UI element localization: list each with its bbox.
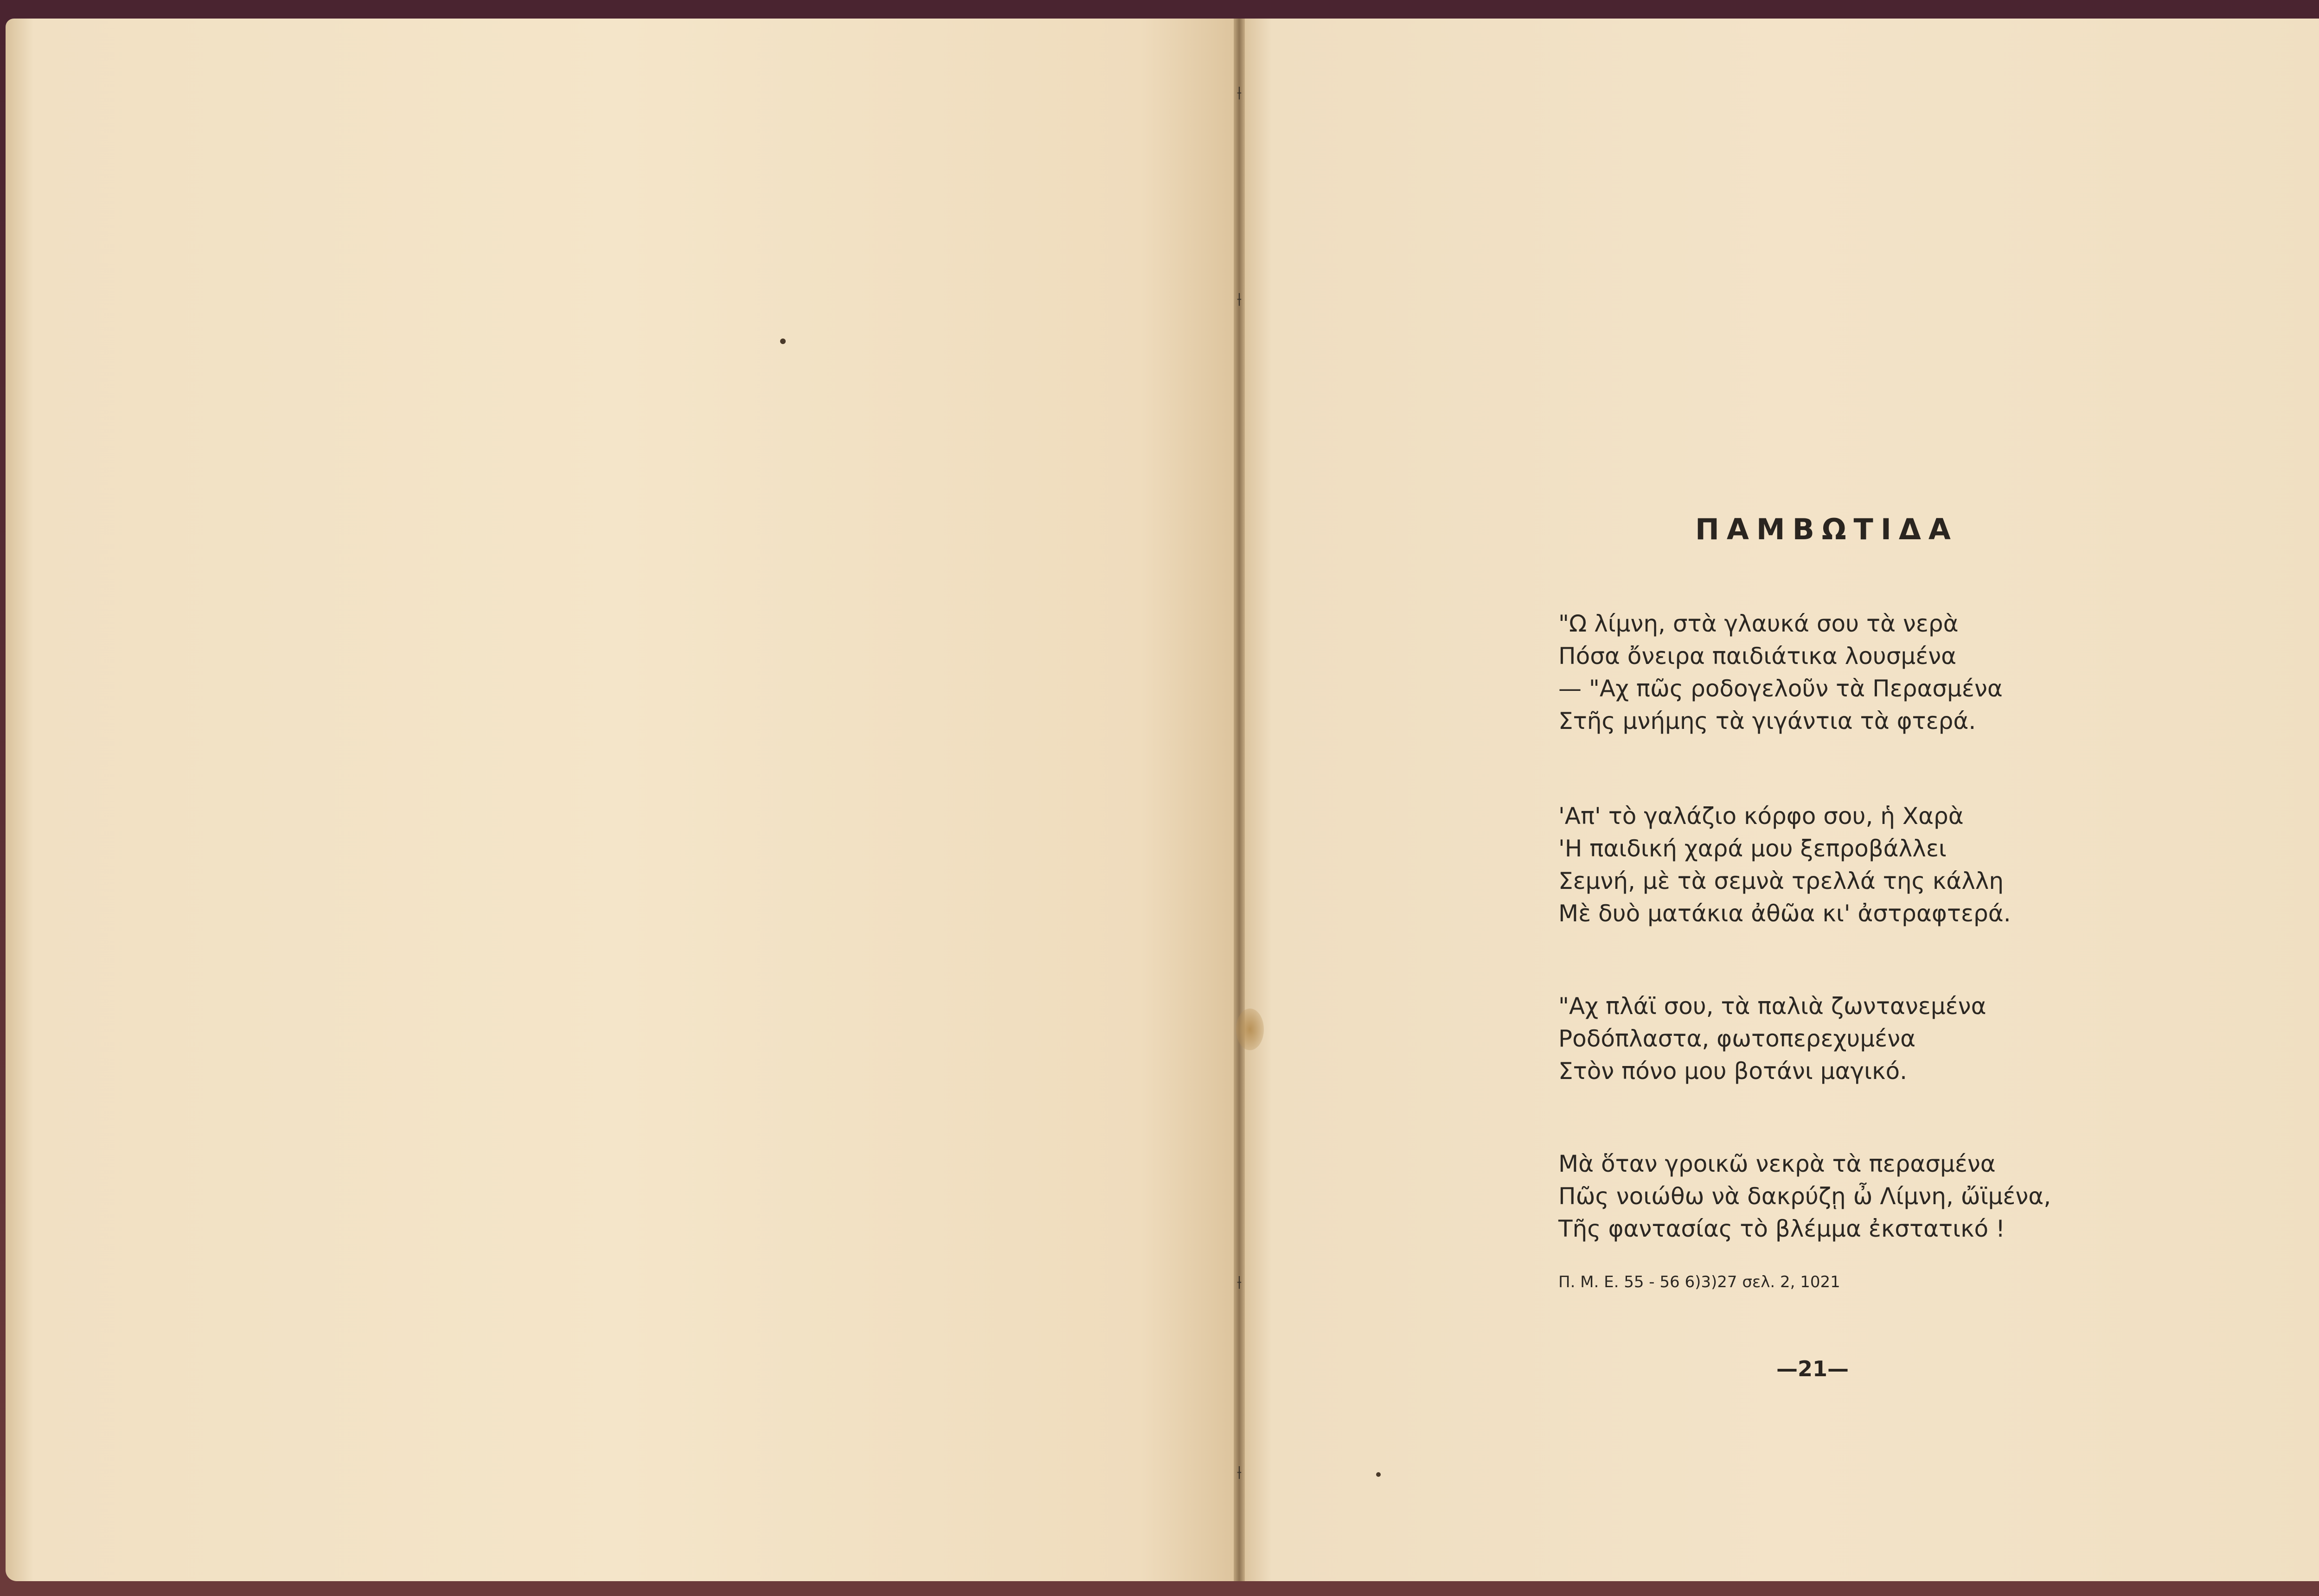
poem-line: Μὰ ὅταν γροικῶ νεκρὰ τὰ περασμένα bbox=[1558, 1150, 1996, 1177]
book-gutter bbox=[1234, 19, 1245, 1581]
stanza bbox=[1558, 800, 2011, 930]
stanza bbox=[1558, 607, 2003, 737]
paper-speck bbox=[1376, 1472, 1381, 1477]
stanza bbox=[1558, 1148, 2051, 1245]
binding-stitch: ⟊ bbox=[1236, 289, 1242, 310]
poem-line: Πῶς νοιώθω νὰ δακρύζῃ ὦ Λίμνη, ὤϊμένα, bbox=[1558, 1183, 2051, 1210]
stanza bbox=[1558, 990, 1986, 1087]
poem-line: Σεμνή, μὲ τὰ σεμνὰ τρελλά της κάλλη bbox=[1558, 868, 2004, 894]
poem-title: ΠΑΜΒΩΤΙΔΑ bbox=[1695, 512, 1958, 546]
poem-line: — "Αχ πῶς ροδογελοῦν τὰ Περασμένα bbox=[1558, 675, 2003, 702]
paper-stain bbox=[1236, 1009, 1264, 1050]
poem-line: Πόσα ὄνειρα παιδιάτικα λουσμένα bbox=[1558, 643, 1957, 670]
poem-line: Στὸν πόνο μου βοτάνι μαγικό. bbox=[1558, 1058, 1907, 1085]
left-page bbox=[6, 19, 1239, 1581]
poem-line: "Αχ πλάϊ σου, τὰ παλιὰ ζωντανεμένα bbox=[1558, 993, 1986, 1020]
binding-stitch: ⟊ bbox=[1236, 1462, 1242, 1483]
poem-line: 'Απ' τὸ γαλάζιο κόρφο σου, ἡ Χαρὰ bbox=[1558, 803, 1964, 830]
source-reference: Π. Μ. Ε. 55 - 56 6)3)27 σελ. 2, 1021 bbox=[1558, 1273, 1840, 1291]
poem-line: Μὲ δυὸ ματάκια ἀθῶα κι' ἀστραφτερά. bbox=[1558, 900, 2011, 927]
page-number: —21— bbox=[1776, 1356, 1849, 1381]
poem-line: Ροδόπλαστα, φωτοπερεχυμένα bbox=[1558, 1025, 1916, 1052]
poem-line: Τῆς φαντασίας τὸ βλέμμα ἐκστατικό ! bbox=[1558, 1215, 2005, 1242]
binding-stitch: ⟊ bbox=[1236, 83, 1242, 104]
poem-line: "Ω λίμνη, στὰ γλαυκά σου τὰ νερὰ bbox=[1558, 610, 1959, 637]
paper-speck bbox=[780, 338, 786, 344]
poem-line: Στῆς μνήμης τὰ γιγάντια τὰ φτερά. bbox=[1558, 708, 1976, 734]
binding-stitch: ⟊ bbox=[1236, 1272, 1242, 1293]
poem-line: 'Η παιδική χαρά μου ξεπροβάλλει bbox=[1558, 835, 1947, 862]
